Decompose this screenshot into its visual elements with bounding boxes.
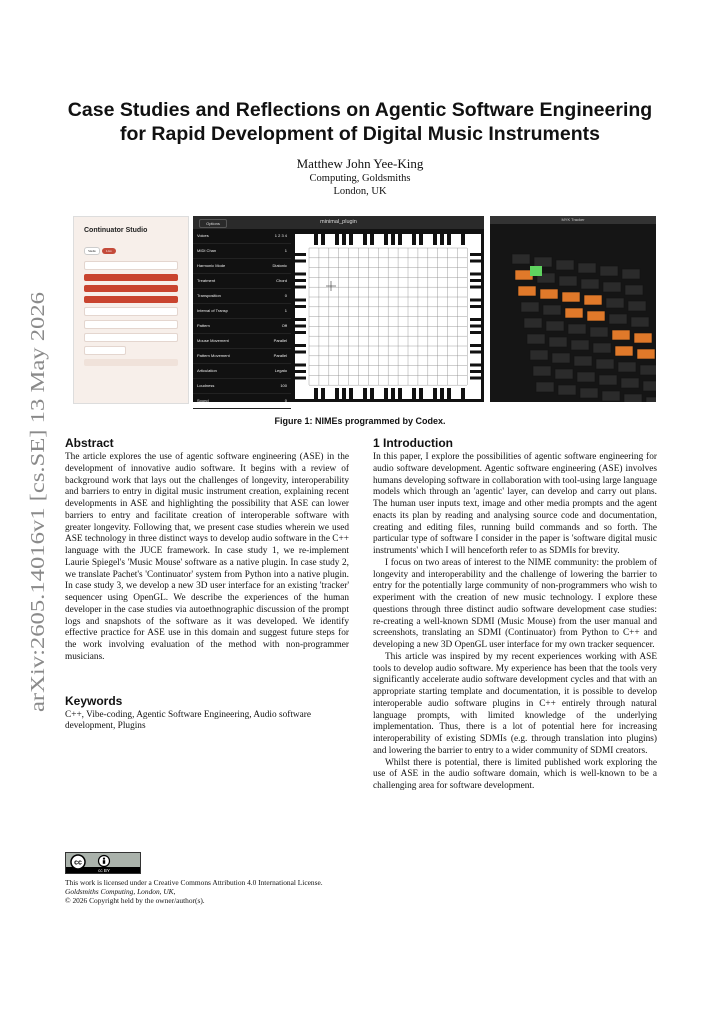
tracker-cell	[552, 353, 570, 363]
tracker-cell	[646, 397, 656, 402]
param-label: Voices	[197, 233, 209, 238]
black-key	[470, 273, 481, 276]
param-label: Articulation	[197, 368, 217, 373]
param-label: Transposition	[197, 293, 221, 298]
plugin-param-list	[193, 229, 291, 402]
tracker-cell	[577, 372, 595, 382]
tracker-cell	[543, 305, 561, 315]
continuator-field-3[interactable]	[84, 320, 178, 329]
tracker-cell	[599, 375, 617, 385]
introduction-heading: 1 Introduction	[373, 436, 453, 450]
black-key	[461, 388, 465, 399]
pill-studio[interactable]: Studio	[84, 247, 100, 255]
param-value: 1	[284, 308, 287, 313]
black-key	[391, 388, 395, 399]
options-button[interactable]: Options	[199, 219, 227, 228]
figure-continuator-studio	[73, 216, 189, 404]
right-column	[373, 436, 657, 793]
black-key	[447, 388, 451, 399]
param-row[interactable]	[193, 379, 291, 394]
keyboard-grid[interactable]	[295, 234, 481, 399]
param-label: MIDI Chan	[197, 248, 217, 253]
figure-myk-tracker	[490, 216, 656, 402]
keywords-heading: Keywords	[65, 693, 123, 708]
tracker-cell	[615, 346, 633, 356]
black-key	[295, 351, 306, 354]
title-line-1: Case Studies and Reflections on Agentic Software Engineering	[67, 99, 653, 121]
param-value: 100	[280, 383, 287, 388]
tracker-cell	[640, 365, 656, 375]
black-key	[349, 388, 353, 399]
black-key	[295, 364, 306, 367]
author-block	[60, 156, 660, 198]
param-row[interactable]	[193, 319, 291, 334]
abstract-heading: Abstract	[65, 436, 114, 450]
black-key	[384, 388, 388, 399]
black-key	[470, 344, 481, 347]
tracker-cell	[512, 254, 530, 264]
tracker-cell	[621, 378, 639, 388]
paper-title	[60, 98, 660, 146]
tracker-cell	[593, 343, 611, 353]
license-block	[65, 852, 349, 905]
black-key	[470, 318, 481, 321]
param-value: Chord	[276, 278, 287, 283]
svg-text:cc: cc	[74, 859, 82, 867]
param-label: Pattern	[197, 323, 210, 328]
continuator-refresh-button[interactable]	[84, 346, 126, 355]
license-line-3: © 2026 Copyright held by the owner/author(s).	[65, 896, 205, 905]
tracker-cell	[606, 298, 624, 308]
tracker-cell	[558, 385, 576, 395]
cc-badge-text: cc BY	[98, 868, 110, 873]
param-row[interactable]	[193, 244, 291, 259]
tracker-cell	[549, 337, 567, 347]
keywords-text: C++, Vibe-coding, Agentic Software Engineering, Audio software development, Plugins	[65, 709, 311, 732]
black-key	[447, 234, 451, 245]
param-value: Parallel	[273, 338, 287, 343]
tracker-cell	[624, 394, 642, 402]
black-key	[363, 388, 367, 399]
continuator-button-1[interactable]	[84, 274, 178, 281]
intro-paragraph-3: This article was inspired by my recent experiences working with ASE tools to develop audio software. My experience has been that the tools very significantly accelerate audio software development cycles and that with an appropriate starting template and documentation, it is possible to develop interoperable audio software plugins in C++ entirely through natural language prompts, with limited knowledge of the underlying implementation. Thus, there is a lot of potential here for increasing interoperability of existing SDMIs (e.g. through translation into plugins) and lowering the barrier to entry to a wider community of SDMI creators.	[373, 651, 657, 756]
black-key	[398, 388, 402, 399]
black-key	[370, 388, 374, 399]
param-label: Loudness	[197, 383, 215, 388]
figure-caption: Figure 1: NIMEs programmed by Codex.	[274, 416, 446, 426]
black-key	[470, 260, 481, 263]
black-key	[391, 234, 395, 245]
black-key	[314, 234, 318, 245]
black-key	[470, 331, 481, 334]
black-key	[349, 234, 353, 245]
intro-paragraph-4: Whilst there is potential, there is limited published work exploring the use of ASE in the audio software domain, which is well-known to be a challenging area for software development.	[373, 757, 657, 791]
tracker-cell	[625, 285, 643, 295]
param-row[interactable]	[193, 274, 291, 289]
tracker-cell	[590, 327, 608, 337]
black-key	[370, 234, 374, 245]
tracker-cell	[518, 286, 536, 296]
tracker-cell	[600, 266, 618, 276]
tracker-cell	[612, 330, 630, 340]
tracker-cell	[556, 260, 574, 270]
tracker-cell	[524, 318, 542, 328]
left-column	[65, 436, 349, 733]
param-row[interactable]	[193, 259, 291, 274]
license-line-1: This work is licensed under a Creative Commons Attribution 4.0 International License.	[65, 878, 323, 887]
black-key	[342, 388, 346, 399]
black-key	[321, 234, 325, 245]
param-value: 0	[284, 293, 287, 298]
cc-by-badge[interactable]	[65, 852, 141, 874]
param-value: 0	[284, 398, 287, 403]
param-value: Legato	[274, 368, 287, 373]
black-key	[384, 234, 388, 245]
tracker-cell	[631, 317, 649, 327]
black-key	[412, 388, 416, 399]
param-row[interactable]	[193, 304, 291, 319]
param-value: 1	[284, 248, 287, 253]
tracker-cell	[596, 359, 614, 369]
black-key	[461, 234, 465, 245]
black-key	[295, 253, 306, 256]
tracker-cell	[580, 388, 598, 398]
tracker-cell	[534, 257, 552, 267]
tracker-cell	[622, 269, 640, 279]
figure-music-mouse-plugin	[193, 216, 484, 402]
black-key	[433, 388, 437, 399]
black-key	[295, 305, 306, 308]
black-key	[470, 325, 481, 328]
param-label: Interval of Transp	[197, 308, 228, 313]
tracker-cell	[603, 282, 621, 292]
param-label: Harmonic Mode	[197, 263, 226, 268]
tracker-cell	[568, 324, 586, 334]
author-name: Matthew John Yee-King	[296, 156, 424, 171]
black-key	[295, 299, 306, 302]
tracker-cell	[609, 314, 627, 324]
pill-live[interactable]: Live	[102, 248, 116, 254]
abstract-text: The article explores the use of agentic software engineering (ASE) in the development of innovative audio software. It begins with a review of background work that lays out the challenges of longevity, interoperability and barriers to entry in digital music instrument creation, explaining recent developments in ASE and highlighting the possibility that ASE can lower barriers to entry and facilitate creation of interoperable software with greater longevity. Following that, we present case studies wherein we used ASE technology in three distinct ways to develop audio software in the C++ language with the JUCE framework. In case study 1, we re-implement Laurie Spiegel's 'Music Mouse' software as a native plugin. In case study 2, we translate Pachet's 'Continuator' system from Python into a native plugin. In case study 3, we develop a new 3D user interface for an existing 'tracker' sequencer using OpenGL. We describe the experiences of the human developer in the case studies via autoethnographic discussion of the prompt logs and snapshots of the software as it was developed. We identify effective practice for ASE use in this domain and suggest future steps for the work involving evaluation of the method with non-programmer musicians.	[65, 452, 349, 662]
tracker-cell	[578, 263, 596, 273]
black-key	[363, 234, 367, 245]
title-line-2: for Rapid Development of Digital Music Instruments	[120, 123, 600, 145]
continuator-mode-pills	[74, 239, 188, 257]
tracker-3d-view[interactable]	[490, 224, 656, 402]
tracker-cell	[574, 356, 592, 366]
continuator-title: Continuator Studio	[84, 227, 148, 234]
plugin-name: minimal_plugin	[320, 219, 357, 225]
black-key	[470, 279, 481, 282]
arxiv-id-text: arXiv:2605.14016v1 [cs.SE] 13 May 2026	[27, 370, 49, 712]
param-label: Mouse Movement	[197, 338, 229, 343]
black-key	[433, 234, 437, 245]
tracker-cell	[562, 292, 580, 302]
continuator-field-2[interactable]	[84, 307, 178, 316]
black-key	[470, 286, 481, 289]
tracker-cell	[555, 369, 573, 379]
intro-paragraph-2: I focus on two areas of interest to the NIME community: the problem of longevity and interoperability and the challenge of lowering the barrier to entry for the potentially large community of non-programmers who wish to experiment with the creation of new music technology. I explore these questions through three distinct audio software development case studies: re-creating a well-known SDMI (Music Mouse) from the user manual and screenshots, translating an SDMI (Continuator) from Python to C++ and developing a new 3D OpenGL user interface for my own tracker sequencer.	[373, 557, 657, 650]
black-key	[295, 273, 306, 276]
tracker-header	[490, 216, 656, 224]
black-key	[295, 260, 306, 263]
tracker-title: MYK Tracker	[561, 217, 585, 222]
tracker-cell	[587, 311, 605, 321]
black-key	[295, 331, 306, 334]
black-key	[321, 388, 325, 399]
param-row[interactable]	[193, 334, 291, 349]
tracker-cell	[584, 295, 602, 305]
tracker-cell	[536, 382, 554, 392]
tracker-cell	[581, 279, 599, 289]
param-label: Treatment	[197, 278, 216, 283]
black-key	[412, 234, 416, 245]
arxiv-stamp-svg	[14, 292, 54, 712]
continuator-button-3[interactable]	[84, 296, 178, 303]
affiliation-line-2: London, UK	[333, 186, 387, 197]
param-value: Off	[281, 323, 287, 328]
tracker-cell	[530, 350, 548, 360]
black-key	[314, 388, 318, 399]
tracker-cell	[643, 381, 656, 391]
tracker-cell	[628, 301, 646, 311]
param-row[interactable]	[193, 229, 291, 244]
black-key	[470, 370, 481, 373]
tracker-cell	[559, 276, 577, 286]
black-key	[335, 388, 339, 399]
tracker-cell	[618, 362, 636, 372]
black-key	[470, 253, 481, 256]
continuator-button-2[interactable]	[84, 285, 178, 292]
continuator-field-1[interactable]	[84, 261, 178, 270]
param-row[interactable]	[193, 394, 291, 409]
cc-icon	[66, 853, 140, 873]
black-key	[419, 234, 423, 245]
tracker-cursor-block	[530, 266, 542, 276]
black-key	[470, 305, 481, 308]
param-label: Sound	[197, 398, 209, 403]
tracker-cell	[540, 289, 558, 299]
param-label: Pattern Movement	[197, 353, 230, 358]
param-row[interactable]	[193, 349, 291, 364]
black-key	[295, 286, 306, 289]
tracker-cell	[533, 366, 551, 376]
black-key	[419, 388, 423, 399]
black-key	[440, 234, 444, 245]
intro-paragraph-1: In this paper, I explore the possibilities of agentic software engineering for audio software development. Agentic software engineering (ASE) involves humans developing software in collaboration with tool-using large language models which through an 'agentic' layer, can develop and carry out plans. The human user inputs text, image and other media prompts and the agent enacts its plan by reading and analysing source code and documentation, creating and editing files, running build commands and so forth. The particular type of software I consider in the paper is 'software digital music instruments' which I will henceforth refer to as SDMIs for brevity.	[373, 452, 657, 556]
black-key	[295, 279, 306, 282]
tracker-cell	[565, 308, 583, 318]
black-key	[470, 364, 481, 367]
black-key	[470, 377, 481, 380]
tracker-cell	[634, 333, 652, 343]
tracker-cell	[637, 349, 655, 359]
param-row[interactable]	[193, 364, 291, 379]
black-key	[295, 325, 306, 328]
tracker-cell	[521, 302, 539, 312]
continuator-field-4[interactable]	[84, 333, 178, 342]
black-key	[398, 234, 402, 245]
black-key	[295, 344, 306, 347]
black-key	[470, 351, 481, 354]
plugin-header	[193, 216, 484, 229]
black-key	[342, 234, 346, 245]
tracker-cell	[571, 340, 589, 350]
arxiv-stamp	[14, 292, 54, 712]
black-key	[470, 299, 481, 302]
black-key	[295, 377, 306, 380]
black-key	[335, 234, 339, 245]
black-key	[440, 388, 444, 399]
param-value: Parallel	[273, 353, 287, 358]
license-line-2: Goldsmiths Computing, London, UK,	[65, 887, 176, 896]
affiliation-line-1: Computing, Goldsmiths	[309, 173, 411, 184]
black-key	[295, 370, 306, 373]
param-row[interactable]	[193, 289, 291, 304]
continuator-status	[84, 359, 178, 366]
tracker-cell	[527, 334, 545, 344]
tracker-cell	[602, 391, 620, 401]
tracker-cell	[546, 321, 564, 331]
param-value: Diatonic	[272, 263, 287, 268]
black-key	[295, 318, 306, 321]
param-value: 1 2 3 4	[274, 233, 287, 238]
